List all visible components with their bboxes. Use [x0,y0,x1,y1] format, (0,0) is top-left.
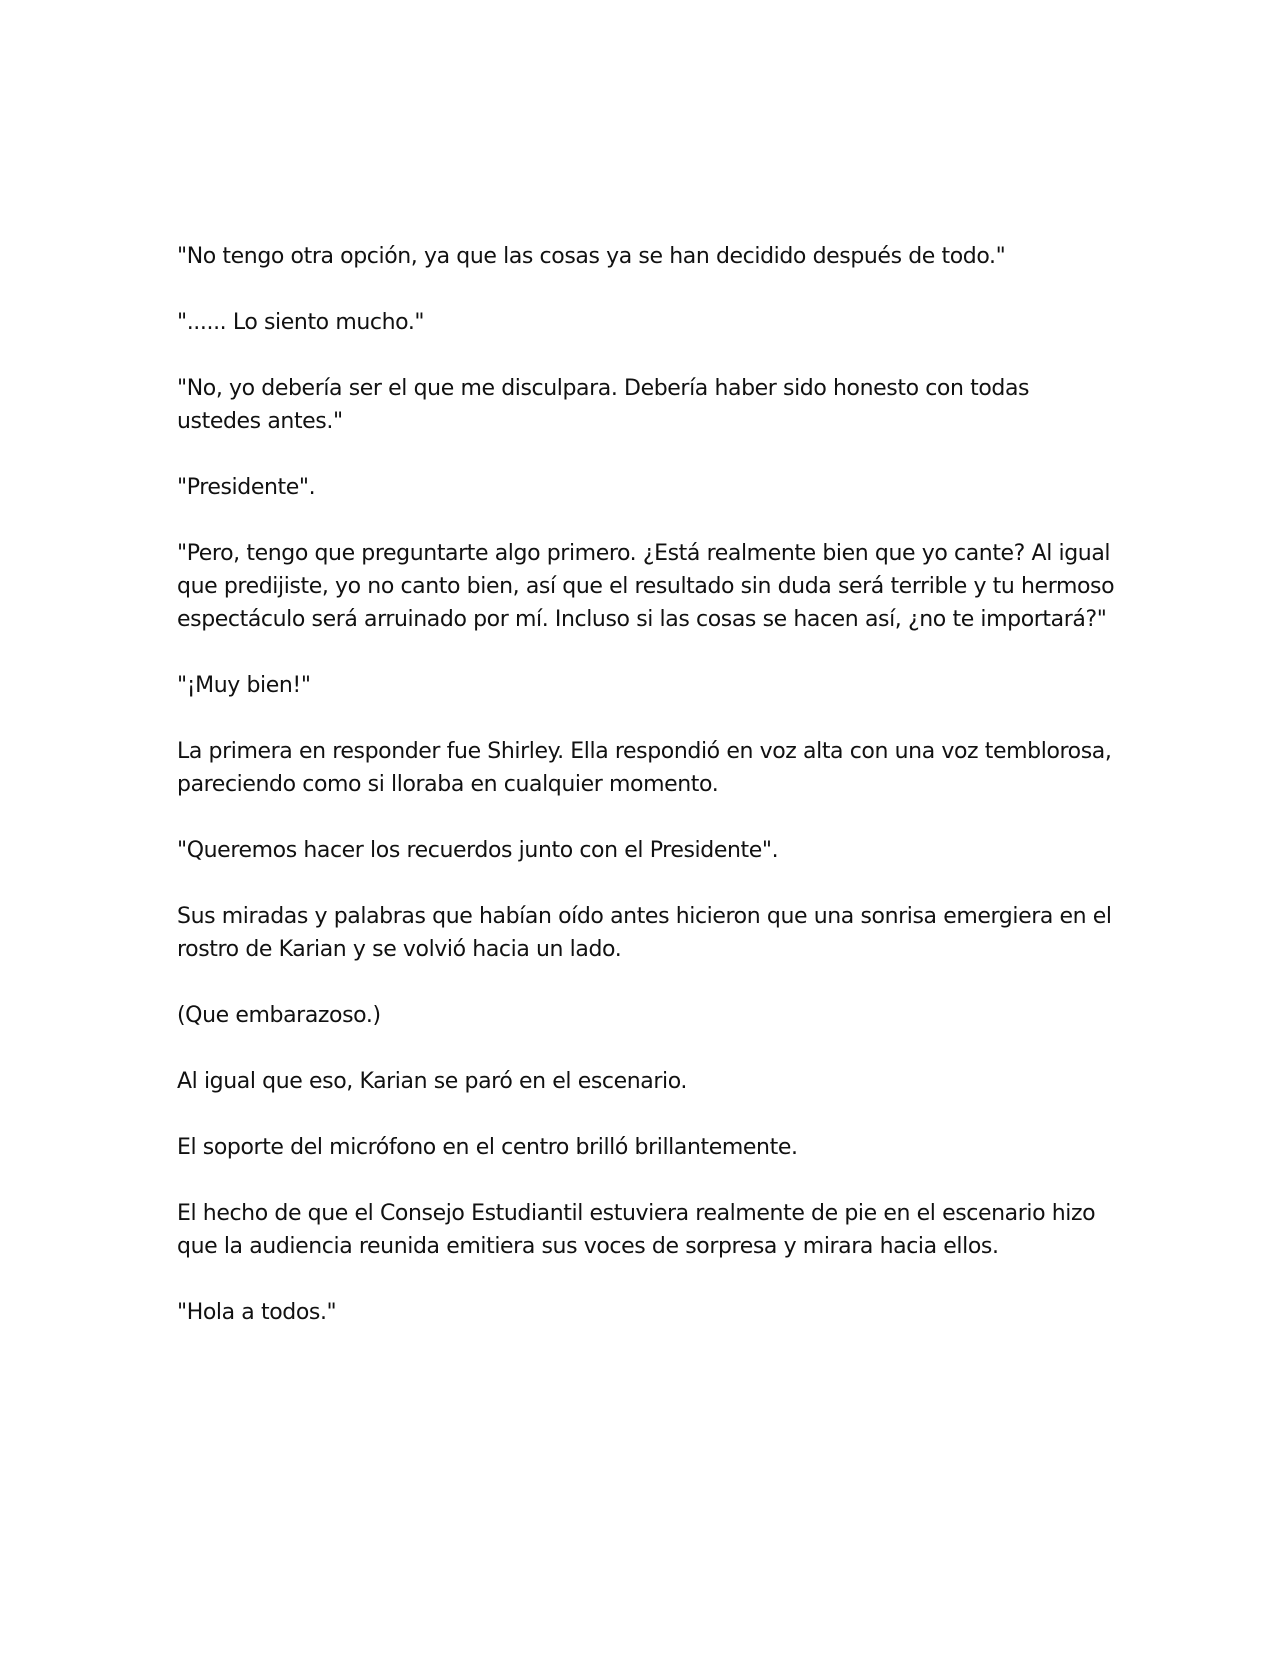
paragraph: (Que embarazoso.) [177,1003,381,1028]
paragraph: La primera en responder fue Shirley. Ella respondió en voz alta con una voz temblorosa, pareciendo como si lloraba en cualquier momento. [177,739,1112,797]
paragraph: "No, yo debería ser el que me disculpara. Debería haber sido honesto con todas ustedes antes." [177,376,1030,434]
paragraph: "Pero, tengo que preguntarte algo primero. ¿Está realmente bien que yo cante? Al igual que predijiste, yo no canto bien, así que el resultado sin duda será terrible y tu hermoso espectáculo será arruinado por mí. Incluso si las cosas se hacen así, ¿no te importará?" [177,541,1115,632]
document-body [177,240,1117,1362]
paragraph: El soporte del micrófono en el centro brilló brillantemente. [177,1135,798,1160]
paragraph: "...... Lo siento mucho." [177,310,425,335]
paragraph: Sus miradas y palabras que habían oído antes hicieron que una sonrisa emergiera en el rostro de Karian y se volvió hacia un lado. [177,904,1112,962]
paragraph: "No tengo otra opción, ya que las cosas ya se han decidido después de todo." [177,244,1006,269]
paragraph: Al igual que eso, Karian se paró en el escenario. [177,1069,687,1094]
paragraph: "¡Muy bien!" [177,673,311,698]
paragraph: "Hola a todos." [177,1300,337,1325]
paragraph: "Queremos hacer los recuerdos junto con el Presidente". [177,838,779,863]
paragraph: El hecho de que el Consejo Estudiantil estuviera realmente de pie en el escenario hizo que la audiencia reunida emitiera sus voces de sorpresa y mirara hacia ellos. [177,1201,1096,1259]
paragraph: "Presidente". [177,475,316,500]
